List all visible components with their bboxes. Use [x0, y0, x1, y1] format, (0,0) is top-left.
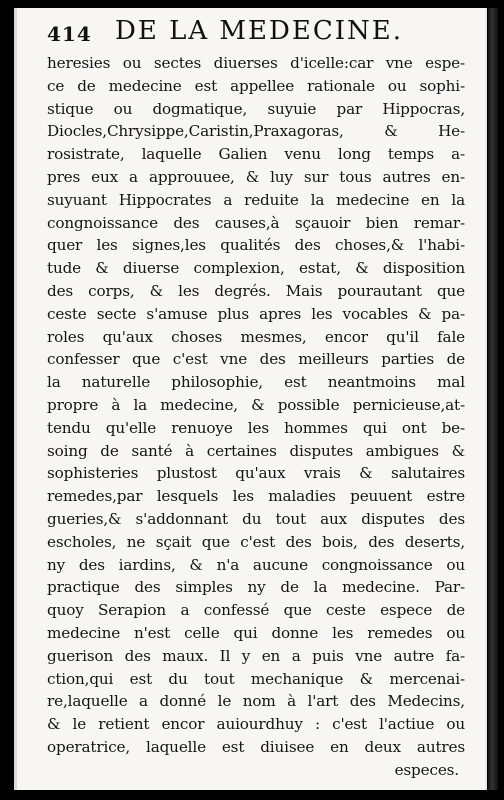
text-line: ny des iardins, & n'a aucune congnoissance ou — [47, 555, 465, 574]
text-line: remedes,par lesquels les maladies peuuent estre — [47, 487, 465, 506]
catchword: especes. — [394, 760, 459, 779]
text-line: sophisteries plustost qu'aux vrais & salutaires — [47, 464, 465, 483]
text-line: congnoissance des causes,à sçauoir bien remar- — [47, 213, 465, 232]
text-line: gueries,& s'addonnant du tout aux disputes des — [47, 509, 465, 528]
text-line: tude & diuerse complexion, estat, & disposition — [47, 259, 465, 278]
text-line: Diocles,Chrysippe,Caristin,Praxagoras, & He- — [47, 122, 465, 141]
text-line: des corps, & les degrés. Mais pourautant que — [47, 281, 465, 300]
text-line: guerison des maux. Il y en a puis vne autre fa- — [47, 646, 465, 665]
text-line: ce de medecine est appellee rationale ou sophi- — [47, 76, 465, 95]
text-line: soing de santé à certaines disputes ambigues & — [47, 441, 465, 460]
text-line: stique ou dogmatique, suyuie par Hippocras, — [47, 99, 465, 118]
page-number: 414 — [47, 22, 92, 46]
text-line: propre à la medecine, & possible pernicieuse,at- — [47, 395, 465, 414]
text-line: tendu qu'elle renuoye les hommes qui ont be- — [47, 418, 465, 437]
book-page — [14, 8, 487, 790]
text-line: suyuant Hippocrates a reduite la medecine en la — [47, 190, 465, 209]
text-line: re,laquelle a donné le nom à l'art des Medecins, — [47, 692, 465, 711]
text-line: practique des simples ny de la medecine. Par- — [47, 578, 465, 597]
text-line: quer les signes,les qualités des choses,& l'habi- — [47, 236, 465, 255]
text-line: rosistrate, laquelle Galien venu long temps a- — [47, 145, 465, 164]
body-text — [47, 52, 465, 782]
page-header — [47, 14, 467, 48]
text-line: & le retient encor auiourdhuy : c'est l'actiue ou — [47, 715, 465, 734]
running-head: DE LA MEDECINE. — [115, 16, 403, 46]
text-line: la naturelle philosophie, est neantmoins mal — [47, 373, 465, 392]
text-line: operatrice, laquelle est diuisee en deux autres — [47, 737, 465, 756]
text-line: roles qu'aux choses mesmes, encor qu'il fale — [47, 327, 465, 346]
page-edge-shadow — [488, 8, 498, 790]
text-line: ceste secte s'amuse plus apres les vocables & pa- — [47, 304, 465, 323]
text-line: quoy Serapion a confessé que ceste espece de — [47, 601, 465, 620]
text-line: escholes, ne sçait que c'est des bois, des deserts, — [47, 532, 465, 551]
text-line: medecine n'est celle qui donne les remedes ou — [47, 623, 465, 642]
text-line: pres eux a approuuee, & luy sur tous autres en- — [47, 167, 465, 186]
text-line: confesser que c'est vne des meilleurs parties de — [47, 350, 465, 369]
text-line: ction,qui est du tout mechanique & mercenai- — [47, 669, 465, 688]
text-line: heresies ou sectes diuerses d'icelle:car vne espe- — [47, 54, 465, 72]
